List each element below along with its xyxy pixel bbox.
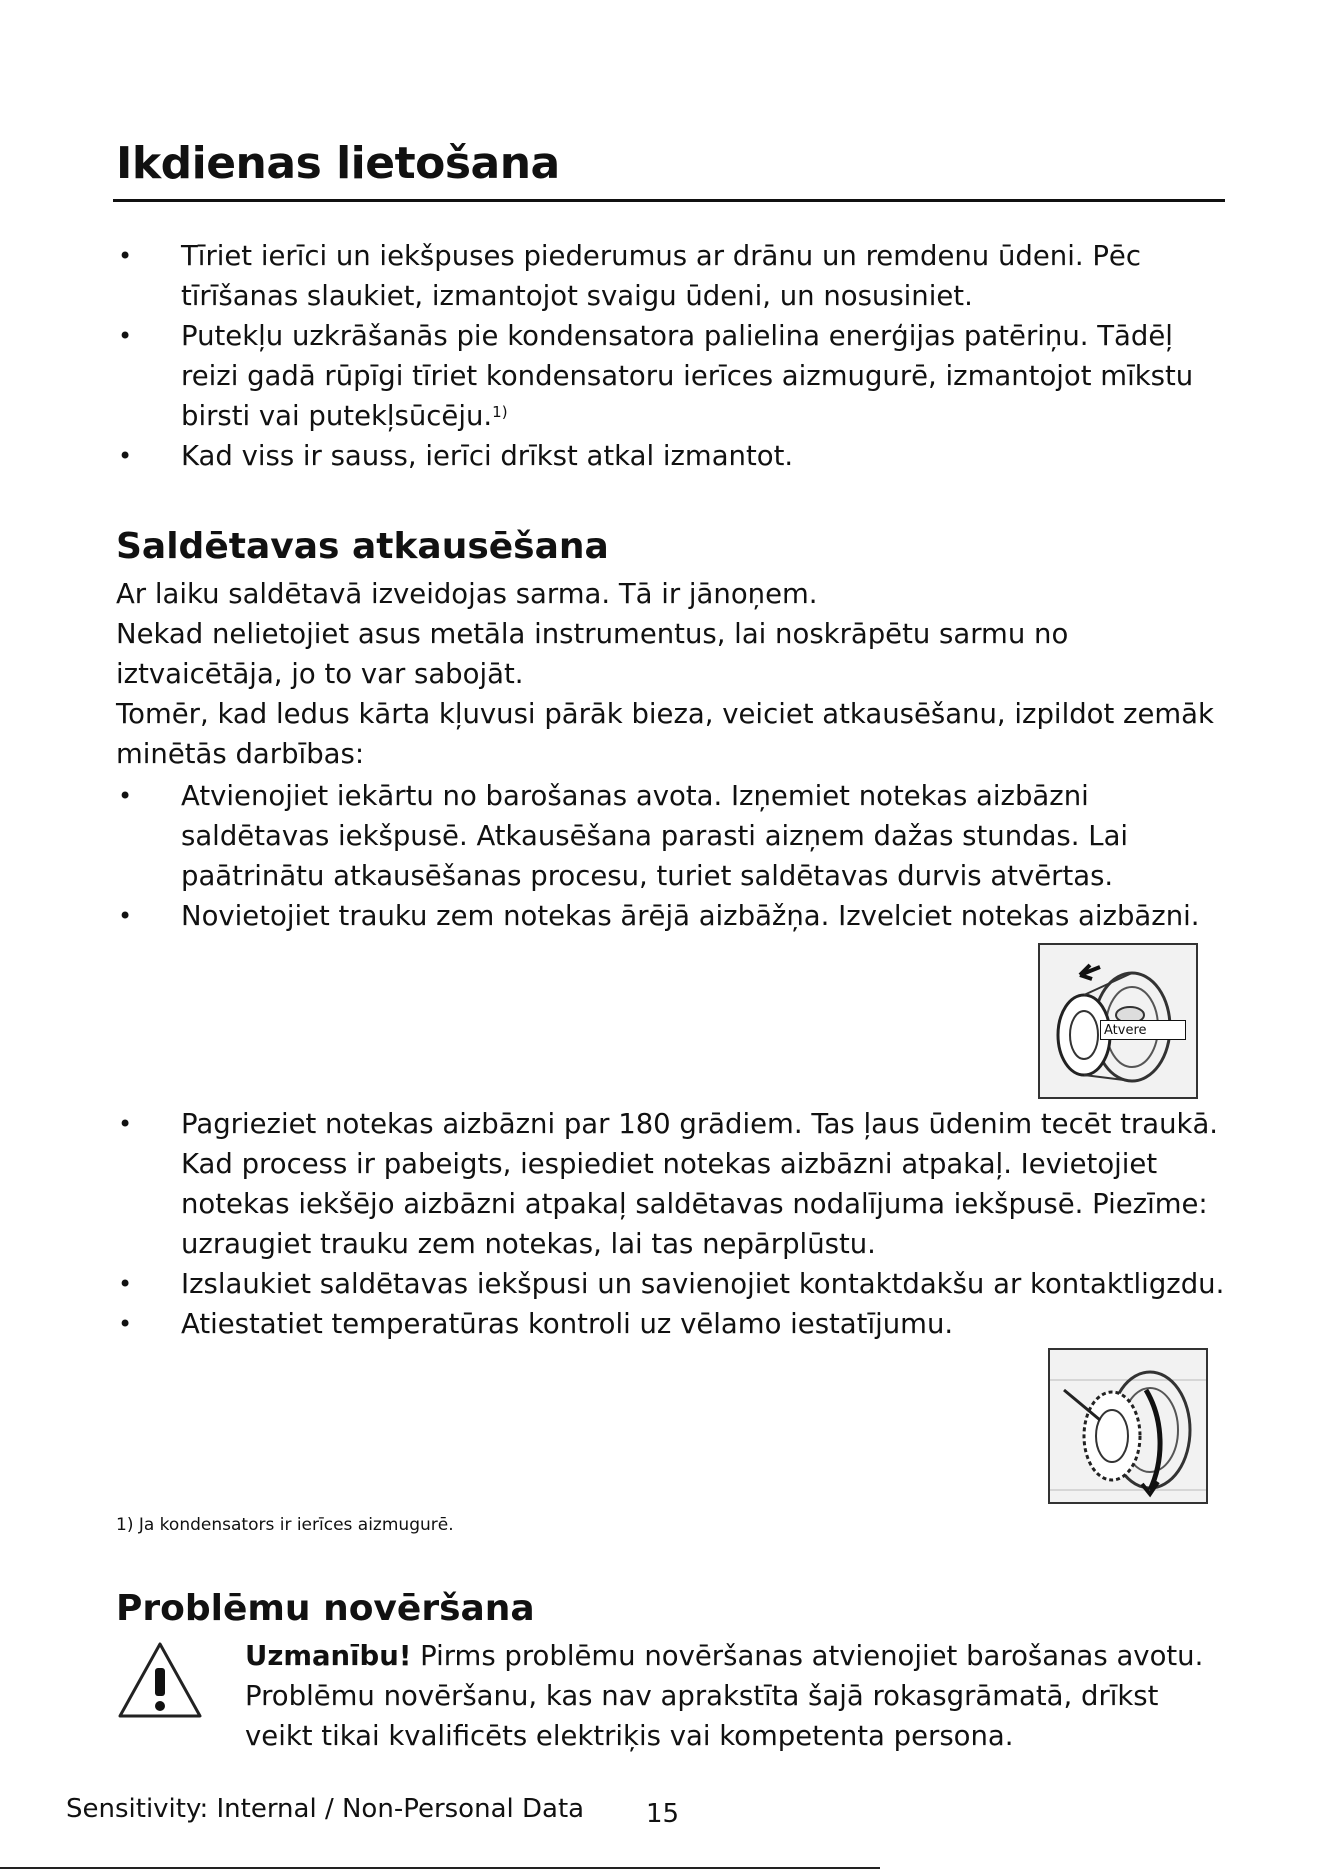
list-item <box>181 316 1231 436</box>
bullet-marker: • <box>118 1270 133 1298</box>
footnote-ref: 1) <box>492 403 508 421</box>
list-item: Tīriet ierīci un iekšpuses piederumus ar drānu un remdenu ūdeni. Pēc tīrīšanas slaukiet, izmantojot svaigu ūdeni, un nosusiniet. <box>181 240 1141 312</box>
title-rule <box>113 199 1225 202</box>
bullet-marker: • <box>118 902 133 930</box>
bullet-marker: • <box>118 1310 133 1338</box>
warning-strong: Uzmanību! <box>245 1640 412 1672</box>
warning-line-2: Problēmu novēršanu, kas nav aprakstīta šajā rokasgrāmatā, drīkst veikt tikai kvalificēts elektriķis vai kompetenta persona. <box>245 1680 1159 1752</box>
footnote: 1) Ja kondensators ir ierīces aizmugurē. <box>116 1515 454 1535</box>
bullet-marker: • <box>118 242 133 270</box>
list-item: Novietojiet trauku zem notekas ārējā aizbāžņa. Izvelciet notekas aizbāzni. <box>181 900 1200 932</box>
warning-line-1 <box>245 1636 1230 1676</box>
sensitivity-label: Sensitivity: Internal / Non-Personal Data <box>66 1794 585 1824</box>
drain-plug-rotate-figure <box>1048 1348 1208 1504</box>
bullet-marker: • <box>118 1110 133 1138</box>
warning-rest: Pirms problēmu novēršanas atvienojiet barošanas avotu. <box>411 1640 1204 1672</box>
page-title: Ikdienas lietošana <box>116 138 560 189</box>
section-heading-defrost: Saldētavas atkausēšana <box>116 526 609 567</box>
bullet-marker: • <box>118 322 133 350</box>
list-item: Atiestatiet temperatūras kontroli uz vēlamo iestatījumu. <box>181 1308 954 1340</box>
warning-icon <box>116 1640 204 1720</box>
paragraph: Ar laiku saldētavā izveidojas sarma. Tā ir jānoņem. <box>116 578 818 610</box>
figure-label-atvere: Atvere <box>1100 1020 1186 1040</box>
list-item: Pagrieziet notekas aizbāzni par 180 grādiem. Tas ļaus ūdenim tecēt traukā. Kad process ir pabeigts, iespiediet notekas aizbāzni atpakaļ. Ievietojiet notekas iekšējo aizbāzni atpakaļ saldētavas nodalījuma iekšpusē. Piezīme: uzraugiet trauku zem notekas, lai tas nepārplūstu. <box>181 1108 1219 1260</box>
section-heading-troubleshooting: Problēmu novēršana <box>116 1588 535 1629</box>
list-item-text: Putekļu uzkrāšanās pie kondensatora palielina enerģijas patēriņu. Tādēļ reizi gadā rūpīgi tīriet kondensatoru ierīces aizmugurē, izmantojot mīkstu birsti vai putekļsūcēju. <box>181 320 1194 432</box>
list-item: Izslaukiet saldētavas iekšpusi un savienojiet kontaktdakšu ar kontaktligzdu. <box>181 1268 1225 1300</box>
drain-plug-rotate-illustration <box>1050 1350 1206 1502</box>
warning-text <box>245 1636 1230 1756</box>
bottom-rule <box>0 1867 880 1869</box>
paragraph: Tomēr, kad ledus kārta kļuvusi pārāk bieza, veiciet atkausēšanu, izpildot zemāk minētās darbības: <box>116 698 1214 770</box>
bullet-marker: • <box>118 782 133 810</box>
list-item: Kad viss ir sauss, ierīci drīkst atkal izmantot. <box>181 440 794 472</box>
page-number: 15 <box>646 1799 680 1829</box>
bullet-marker: • <box>118 442 133 470</box>
paragraph: Nekad nelietojiet asus metāla instrumentus, lai noskrāpētu sarmu no iztvaicētāja, jo to var sabojāt. <box>116 618 1069 690</box>
list-item: Atvienojiet iekārtu no barošanas avota. Izņemiet notekas aizbāzni saldētavas iekšpusē. Atkausēšana parasti aizņem dažas stundas. Lai paātrinātu atkausēšanas procesu, turiet saldētavas durvis atvērtas. <box>181 780 1129 892</box>
